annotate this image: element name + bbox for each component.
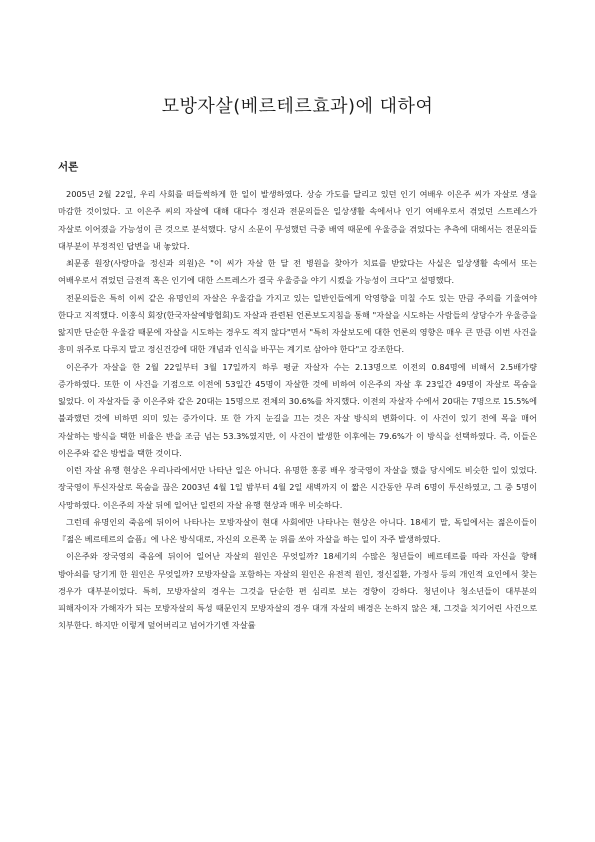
document-title: 모방자살(베르테르효과)에 대하여	[161, 96, 434, 117]
paragraph: 이런 자살 유행 현상은 우리나라에서만 나타난 일은 아니다. 유명한 홍콩 배우 장국영이 자살을 했을 당시에도 비슷한 일이 있었다. 장국영이 투신자살로 목숨을 끊은 2003년 4월 1일 밤부터 4월 2일 새벽까지 이 짧은 시간동안 무려 6명이 투신하였고, 그 중 5명이 사망하였다. 이은주의 자살 뒤에 일어난 일련의 자살 유행 현상과 매우 비슷하다.	[58, 465, 537, 510]
paragraph: 2005년 2월 22일, 우리 사회를 떠들썩하게 한 일이 발생하였다. 상승 가도를 달리고 있던 인기 여배우 이은주 씨가 자살로 생을 마감한 것이었다. 고 이은주 씨의 자살에 대해 대다수 정신과 전문의들은 일상생활 속에서나 인기 여배우로서 겪었던 스트레스가 자살로 이어졌을 가능성이 큰 것으로 분석했다. 당시 소문이 무성했던 극중 배역 때문에 우울증을 겪었다는 추측에 대해서는 전문의들 대부분이 부정적인 답변을 내 놓았다.	[58, 189, 537, 251]
paragraph: 이은주와 장국영의 죽음에 뒤이어 일어난 자살의 원인은 무엇일까? 18세기의 수많은 청년들이 베르테르를 따라 자신을 향해 방아쇠를 당기게 한 원인은 무엇일까? 모방자살을 포함하는 자살의 원인은 유전적 원인, 정신질환, 가정사 등의 개인적 요인에서 찾는 경우가 대부분이었다. 특히, 모방자살의 경우는 그것을 단순한 편 심리로 보는 경향이 강하다. 청년이나 청소년들이 대부분의 피해자이자 가해자가 되는 모방자살의 특성 때문인지 모방자살의 경우 대개 자살의 배경은 논하지 않은 채, 그것을 치기어린 사건으로 치부한다. 하지만 이렇게 덮어버리고 넘어가기엔 자살률	[58, 551, 537, 631]
paragraph: 이은주가 자살을 한 2월 22일부터 3월 17일까지 하루 평균 자살자 수는 2.13명으로 이전의 0.84명에 비해서 2.5배가량 증가하였다. 또한 이 사건을 기점으로 이전에 53일간 45명이 자살한 것에 비하여 이은주의 자살 후 23일간 49명이 자살로 목숨을 잃었다. 이 자살자들 중 이은주와 같은 20대는 15명으로 전체의 30.6%를 차지했다. 이전의 자살자 수에서 20대는 7명으로 15.5%에 불과했던 것에 비하면 의미 있는 증가이다. 또 한 가지 눈길을 끄는 것은 자살 방식의 변화이다. 이 사건이 있기 전에 목을 매어 자살하는 방식을 택한 비율은 반을 조금 넘는 53.3%였지만, 이 사건이 발생한 이후에는 79.6%가 이 방식을 선택하였다. 즉, 이들은 이은주와 같은 방법을 택한 것이다.	[58, 361, 537, 458]
paragraph: 전문의들은 특히 이씨 같은 유명인의 자살은 우울감을 가지고 있는 일반인들에게 악영향을 미칠 수도 있는 만큼 주의를 기울여야 한다고 지적했다. 이홍식 회장(한국자살예방협회)도 자살과 관련된 언론보도지침을 통해 "자살을 시도하는 사람들의 상당수가 우울증을 앓지만 단순한 우울감 때문에 자살을 시도하는 경우도 적지 않다"면서 "특히 자살보도에 대한 언론의 영향은 매우 큰 만큼 이번 사건을 흥미 위주로 다루지 말고 정신건강에 대한 개념과 인식을 바꾸는 계기로 삼아야 한다"고 강조한다.	[58, 292, 537, 355]
section-heading: 서론	[58, 161, 79, 173]
body-text	[58, 186, 537, 635]
paragraph: 최문종 원장(사랑마을 정신과 의원)은 "이 씨가 자살 한 달 전 병원을 찾아가 치료를 받았다는 사실은 일상생활 속에서 또는 여배우로서 겪었던 금전적 혹은 인기에 대한 스트레스가 결국 우울증을 야기 시켰을 가능성이 크다"고 설명했다.	[58, 258, 537, 286]
paragraph: 그런데 유명인의 죽음에 뒤이어 나타나는 모방자살이 현대 사회에만 나타나는 현상은 아니다. 18세기 말, 독일에서는 젊은이들이 『젊은 베르테르의 슬픔』에 나온 방식대로, 자신의 오른쪽 눈 위를 쏘아 자살을 하는 일이 자주 발생하였다.	[58, 516, 537, 544]
